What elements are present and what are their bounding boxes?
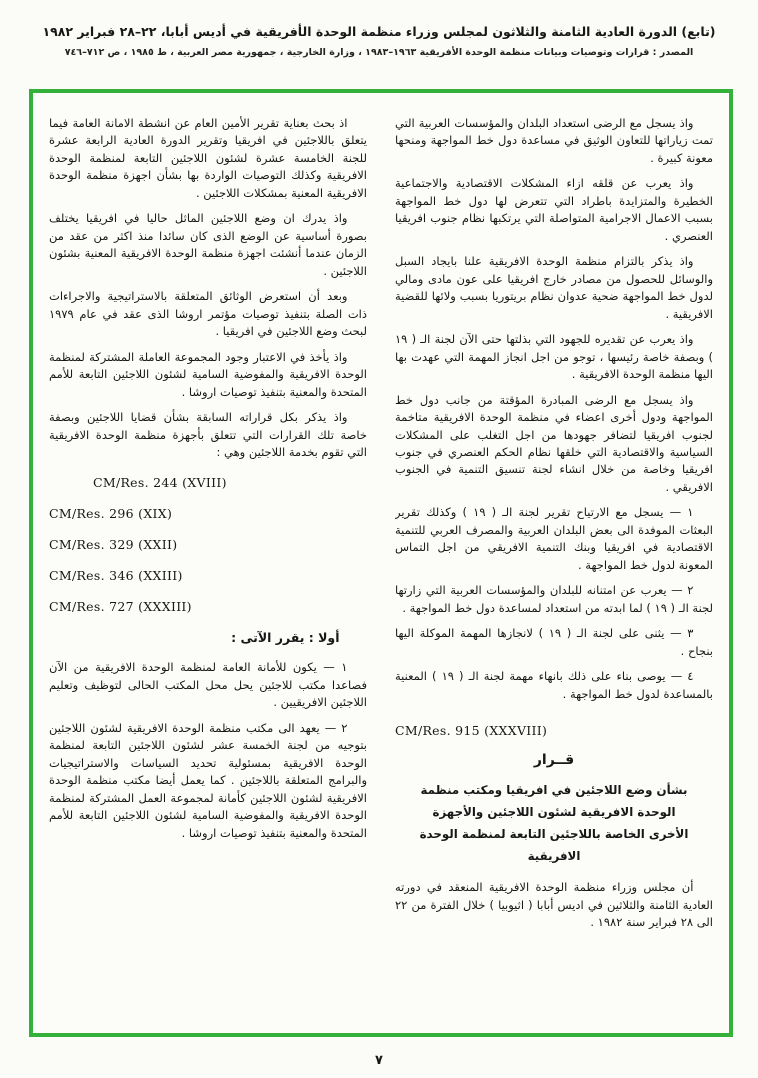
closing-paragraph: أن مجلس وزراء منظمة الوحدة الافريقية المنعقد في دورته العادية الثامنة والثلاثين في اديس أبابا ( اثيوبيا ) خلال الفترة من ٢٢ الى ٢٨ فبراير سنة ١٩٨٢ . <box>395 880 713 930</box>
header-session-title: (تابع) الدورة العادية الثامنة والثلاثون لمجلس وزراء منظمة الوحدة الأفريقية في أديس أبابا، ٢٢–٢٨ فبراير ١٩٨٢ <box>42 24 716 39</box>
operative-clause: ٢ — يعرب عن امتنانه للبلدان والمؤسسات العربية التي زارتها لجنة الـ ( ١٩ ) لما ابدته من استعداد لمساعدة دول خط المواجهة . <box>395 583 713 615</box>
section-heading: أولا : يقرر الآتى : <box>231 630 340 646</box>
page-number: ٧ <box>375 1053 383 1068</box>
resolution-reference: CM/Res. 915 (XXXVIII) <box>395 723 548 739</box>
content-frame <box>29 89 733 1037</box>
preamble-paragraph: اذ بحث بعناية تقرير الأمين العام عن انشطة الامانة العامة فيما يتعلق باللاجئين في افريقيا وتقرير الدورة العادية الرابعة عشرة للجنة الخامسة عشرة لشئون اللاجئين التابعة لمنظمة الوحدة الافريقية وكذلك التوصيات الواردة بها بشأن اجهزة منظمة الوحدة الافريقية المعنية بمشكلات اللاجئين . <box>49 116 367 200</box>
operative-clause: ٢ — يعهد الى مكتب منظمة الوحدة الافريقية لشئون اللاجئين بتوجيه من لجنة الخمسة عشر لشئون اللاجئين التابعة لمنظمة الوحدة الافريقية بمسئولية تحديد السياسات والاستراتيجيات والبرامج المتعلقة باللاجئين . كما يعمل أيضا مكتب منظمة الوحدة الافريقية لشئون اللاجئين كأمانة لمجموعة العمل المشتركة لمنظمة الوحدة الافريقية والمفوضية السامية لشئون اللاجئين التابعة للأمم المتحدة والمعنية بتنفيذ توصيات اروشا . <box>49 720 367 840</box>
resolution-reference: CM/Res. 727 (XXXIII) <box>49 599 192 615</box>
preamble-paragraph: واذ يدرك ان وضع اللاجئين الماثل حاليا في افريقيا يختلف بصورة أساسية عن الوضع الذى كان سائدا منذ اكثر من عقد من الزمان عندما أنشئت اجهزة منظمة الوحدة الافريقية المعنية بشئون اللاجئين . <box>49 211 367 278</box>
preamble-paragraph: واذ يسجل مع الرضى المبادرة المؤقتة من جانب دول خط المواجهة ودول أخرى اعضاء في منظمة الوحدة الافريقية متاخمة لجنوب افريقيا لتضافر جهودها من اجل التغلب على المشكلات السياسية والاقتصادية التي خلقها نظام الحكم العنصري في جنوب افريقيا وخاصة من خلال انشاء لجنة تنسيق التنمية في الجنوب الافريقي . <box>395 392 713 494</box>
operative-clause: ١ — يكون للأمانة العامة لمنظمة الوحدة الافريقية من الآن فصاعدا مكتب للاجئين يحل محل المكتب الحالى لتوظيف وتعليم اللاجئين الافريقيين . <box>49 660 367 710</box>
operative-clause: ٤ — يوصى بناء على ذلك بانهاء مهمة لجنة الـ ( ١٩ ) المعنية بالمساعدة لدول خط المواجهة . <box>395 669 713 701</box>
preamble-paragraph: وبعد أن استعرض الوثائق المتعلقة بالاستراتيجية والاجراءات ذات الصلة بتنفيذ توصيات مؤتمر اروشا الذى عقد في عام ١٩٧٩ لبحث وضع اللاجئين في افريقيا . <box>49 289 367 339</box>
preamble-paragraph: واذ يعرب عن تقديره للجهود التي بذلتها حتى الآن لجنة الـ ( ١٩ ) وبصفة خاصة رئيسها ، توجو من اجل انجاز المهمة التي عهدت بها اليها منظمة الوحدة الافريقية . <box>395 332 713 382</box>
page-footer <box>0 1049 758 1068</box>
operative-clause: ٣ — يثنى على لجنة الـ ( ١٩ ) لانجازها المهمة الموكلة اليها بنجاح . <box>395 626 713 658</box>
resolution-reference: CM/Res. 329 (XXII) <box>49 537 178 553</box>
column-right <box>395 115 713 1021</box>
two-column-layout <box>49 115 713 1021</box>
resolution-reference: CM/Res. 346 (XXIII) <box>49 568 183 584</box>
header-source-line: المصدر : قرارات وتوصيات وبيانات منظمة الوحدة الأفريقية ١٩٦٣–١٩٨٣ ، وزارة الخارجية ، جمهورية مصر العربية ، ط ١٩٨٥ ، ص ٧١٢–٧٤٦ <box>64 47 694 58</box>
resolution-reference: CM/Res. 244 (XVIII) <box>93 475 227 491</box>
resolution-title: بشأن وضع اللاجئين في افريقيا ومكتب منظمة الوحدة الافريقية لشئون اللاجئين والأجهزة الأخرى الخاصة باللاجئين التابعة لمنظمة الوحدة الافريقية <box>419 783 689 863</box>
preamble-paragraph: واذ يذكر بالتزام منظمة الوحدة الافريقية علنا بايجاد السبل والوسائل للحصول من مصادر خارج افريقيا على عون مادى ومالي لدول خط المواجهة ضحية عدوان نظام بريتوريا بسبب ولائها للقضية الافريقية . <box>395 254 713 321</box>
resolution-heading: قــرار <box>533 752 575 769</box>
preamble-paragraph: واذ يعرب عن قلقه ازاء المشكلات الاقتصادية والاجتماعية الخطيرة والمتزايدة باطراد التي تتعرض لها دول خط المواجهة بسبب الاعمال الاجرامية المتواصلة التي يرتكبها نظام جنوب افريقيا العنصري . <box>395 176 713 243</box>
preamble-paragraph: واذ يذكر بكل قراراته السابقة بشأن قضايا اللاجئين وبصفة خاصة تلك القرارات التي تتعلق بأجهزة منظمة الوحدة الافريقية التي تقوم بخدمة اللاجئين وهي : <box>49 410 367 459</box>
preamble-paragraph: واذ يأخذ في الاعتبار وجود المجموعة العاملة المشتركة لمنظمة الوحدة الافريقية والمفوضية السامية لشئون اللاجئين التابعة للأمم المتحدة والمعنية بتنفيذ توصيات اروشا . <box>49 349 367 399</box>
document-header <box>0 0 758 58</box>
resolution-reference: CM/Res. 296 (XIX) <box>49 506 173 522</box>
column-left <box>49 115 367 1021</box>
operative-clause: ١ — يسجل مع الارتياح تقرير لجنة الـ ( ١٩ ) وكذلك تقرير البعثات الموفدة الى بعض البلدان العربية والمصرف العربي للتنمية الاقتصادية في افريقيا وبنك التنمية الافريقي من اجل التماس المعونة لدول خط المواجهة . <box>395 505 713 572</box>
preamble-paragraph: واذ يسجل مع الرضى استعداد البلدان والمؤسسات العربية التي تمت زياراتها للتعاون الوثيق في مساعدة دول خط المواجهة ومنحها معونة كبيرة . <box>395 116 713 165</box>
